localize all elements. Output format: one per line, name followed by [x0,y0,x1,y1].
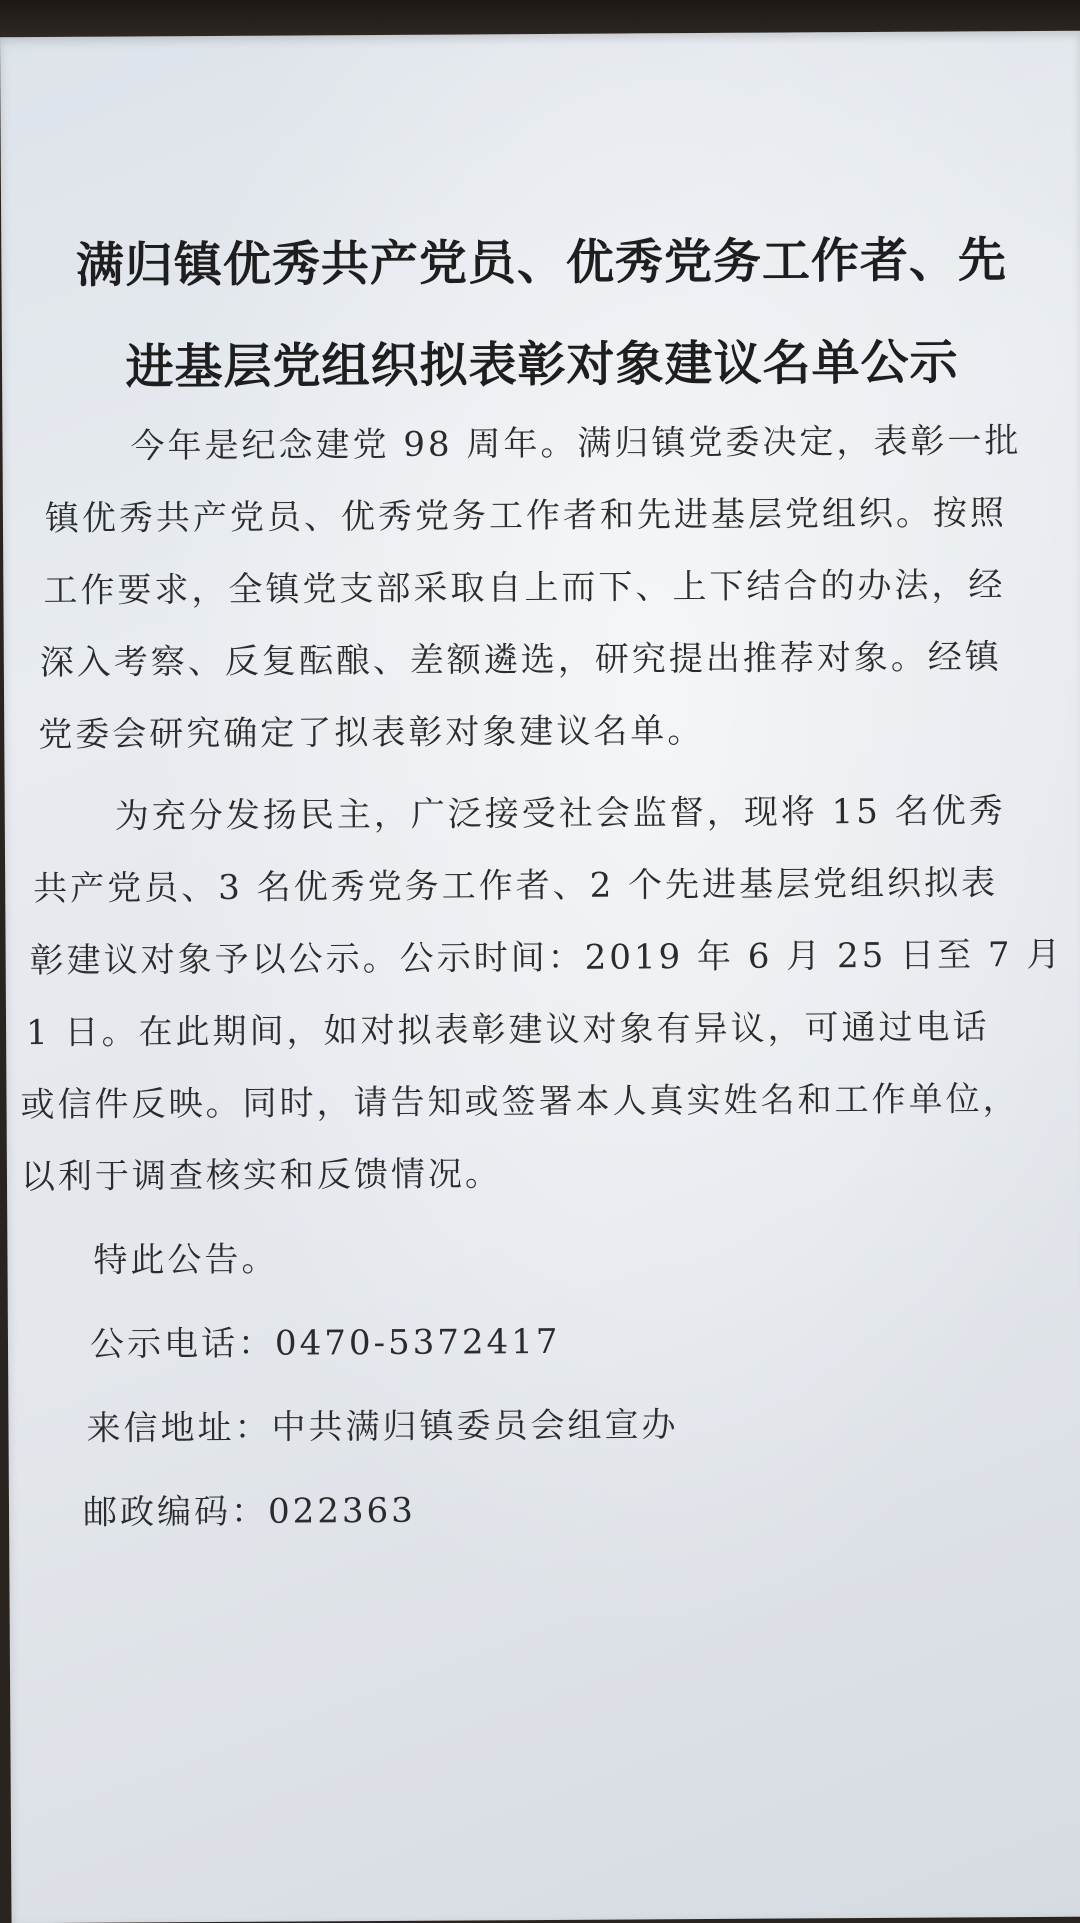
paragraph1-line-4: 深入考察、反复酝酿、差额遴选，研究提出推荐对象。经镇 [39,637,1002,684]
paragraph2-line-2: 共产党员、3 名优秀党务工作者、2 个先进基层党组织拟表 [33,863,999,910]
paragraph1-line-5: 党委会研究确定了拟表彰对象建议名单。 [38,711,705,756]
contact-phone: 公示电话：0470-5372417 [89,1321,561,1365]
paragraph2-line-3: 彰建议对象予以公示。公示时间：2019 年 6 月 25 日至 7 月 [29,934,1064,982]
notice-text: 特此公告。 [93,1239,279,1281]
paragraph2-line-6: 以利于调查核实和反馈情况。 [20,1154,503,1198]
contact-address: 来信地址：中共满归镇委员会组宣办 [86,1405,679,1449]
paragraph2-line-4: 1 日。在此期间，如对拟表彰建议对象有异议，可通过电话 [25,1007,990,1054]
title-line-2: 进基层党组织拟表彰对象建议名单公示 [125,334,959,396]
title-line-1: 满归镇优秀共产党员、优秀党务工作者、先 [75,232,1008,294]
paragraph2-line-5: 或信件反映。同时，请告知或签署本人真实姓名和工作单位， [20,1079,1020,1126]
contact-postcode: 邮政编码：022363 [82,1490,416,1533]
paragraph1-line-3: 工作要求，全镇党支部采取自上而下、上下结合的办法，经 [43,565,1006,612]
paper-sheet [0,31,1080,1923]
paragraph1-line-1: 今年是纪念建党 98 周年。满归镇党委决定，表彰一批 [130,421,1022,467]
paragraph2-line-1: 为充分发扬民主，广泛接受社会监督，现将 15 名优秀 [114,791,1006,837]
paragraph1-line-2: 镇优秀共产党员、优秀党务工作者和先进基层党组织。按照 [44,493,1008,540]
